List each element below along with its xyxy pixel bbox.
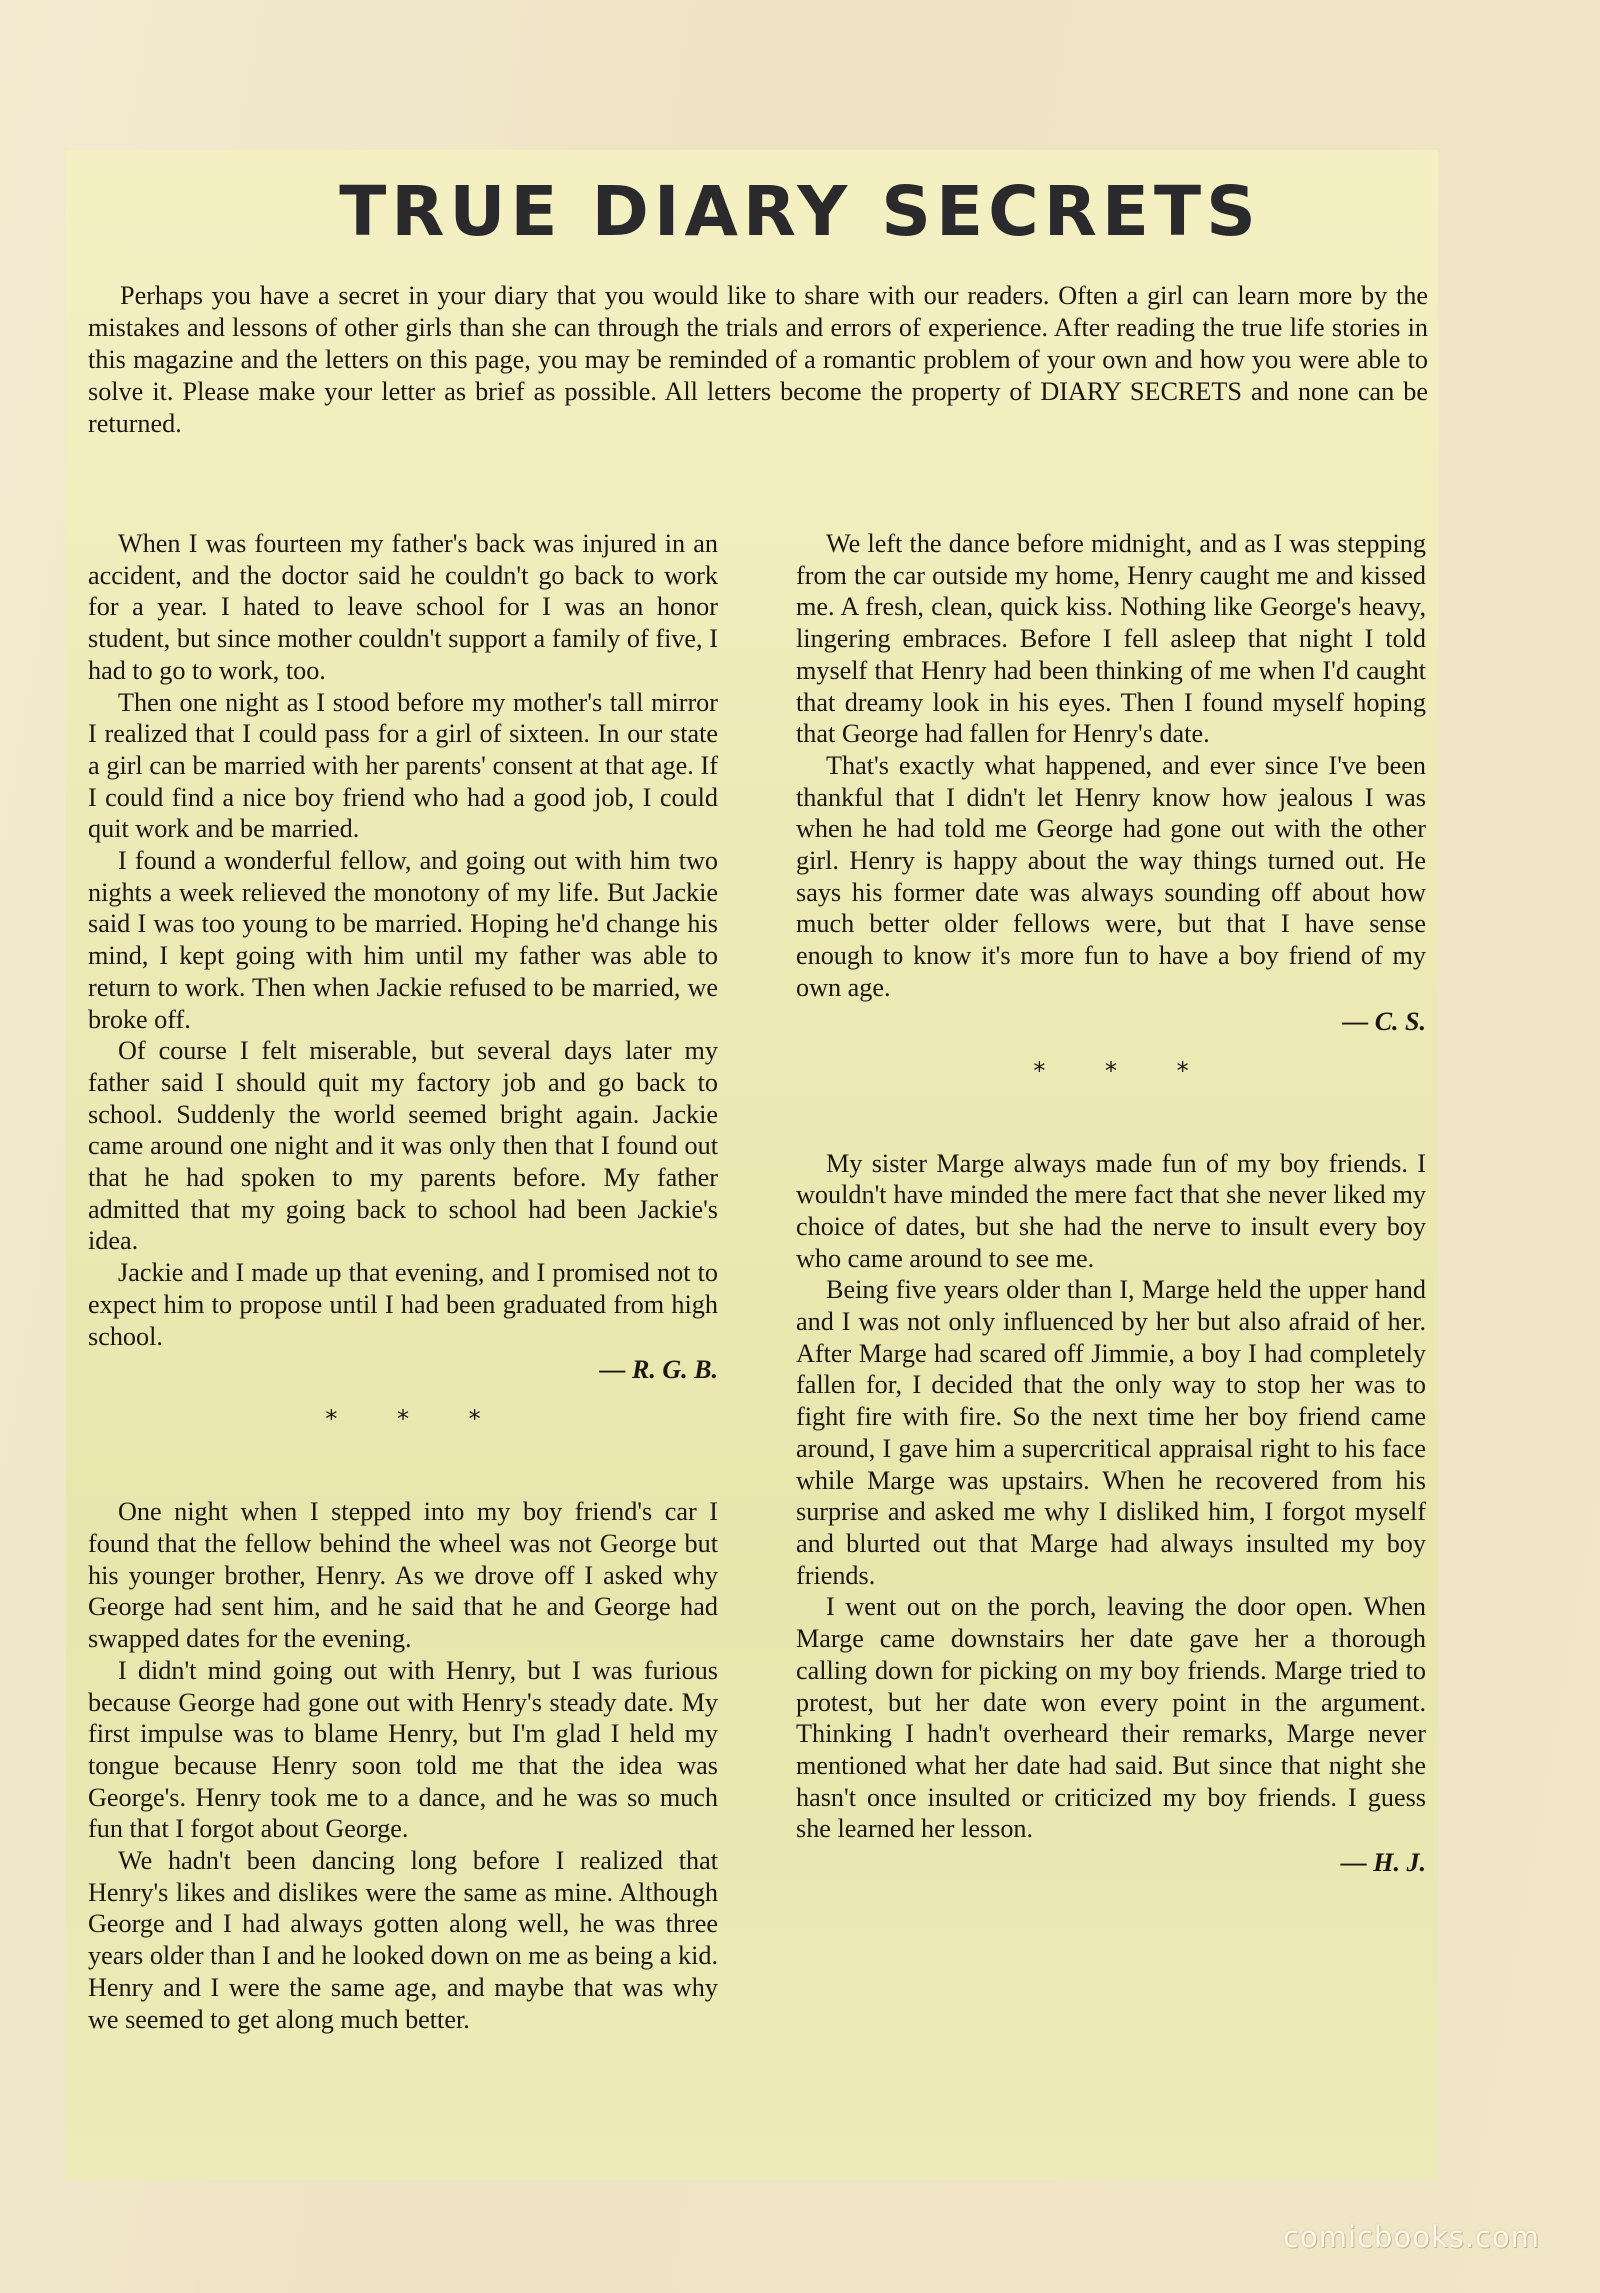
letter-cs-part-2 [796,528,1426,1038]
letter-signature: — R. G. B. [599,1355,718,1385]
right-column [796,528,1426,1879]
letter-paragraph: I went out on the porch, leaving the door open. When Marge came downstairs her date gave her a thorough calling down for picking on my boy friends. Marge tried to protest, but her date won every point in the argument. Thinking I hadn't overheard their remarks, Marge never mentioned what her date had said. But since that night she hasn't once insulted or criticized my boy friends. I guess she learned her lesson. [796,1592,1426,1844]
letter-paragraph: When I was fourteen my father's back was injured in an accident, and the doctor said he couldn't go back to work for a year. I hated to leave school for I was an honor student, but since mother couldn't support a family of five, I had to go to work, too. [88,529,718,685]
letter-paragraph: I didn't mind going out with Henry, but I was furious because George had gone out with Henry's steady date. My first impulse was to blame Henry, but I'm glad I held my tongue because Henry soon told me that the idea was George's. Henry took me to a dance, and he was so much fun that I forgot about George. [88,1655,718,1844]
letter-paragraph: I found a wonderful fellow, and going out with him two nights a week relieved the monotony of my life. But Jackie said I was too young to be married. Hoping he'd change his mind, I kept going with him until my father was able to return to work. Then when Jackie refused to be married, we broke off. [88,846,718,1034]
letter-paragraph: Then one night as I stood before my mother's tall mirror I realized that I could pass for a girl of sixteen. In our state a girl can be married with her parents' consent at that age. If I could find a nice boy friend who had a good job, I could quit work and be married. [88,687,718,844]
left-column [88,528,718,2035]
letter-signature: — H. J. [1340,1848,1426,1878]
page-title: TRUE DIARY SECRETS [339,172,1261,252]
letter-paragraph: Being five years older than I, Marge held the upper hand and I was not only influenced by her but also afraid of her. After Marge had scared off Jimmie, a boy I had completely fallen for, I decided that the only way to stop her was to fight fire with fire. So the next time her boy friend came around, I gave him a supercritical appraisal right to his face while Marge was upstairs. When he recovered from his surprise and asked me why I disliked him, I forgot myself and blurted out that Marge had always insulted my boy friends. [796,1275,1426,1590]
letter-paragraph: One night when I stepped into my boy friend's car I found that the fellow behind the wheel was not George but his younger brother, Henry. As we drove off I asked why George had sent him, and he said that he and George had swapped dates for the evening. [88,1497,718,1654]
intro-paragraph: Perhaps you have a secret in your diary that you would like to share with our readers. Often a girl can learn more by the mistakes and lessons of other girls than she can through the trials and errors of experience. After reading the true life stories in this magazine and the letters on this page, you may be reminded of a romantic problem of your own and how you were able to solve it. Please make your letter as brief as possible. All letters become the property of DIARY SECRETS and none can be returned. [88,281,1428,438]
letter-hj [796,1148,1426,1879]
letter-paragraph: Jackie and I made up that evening, and I promised not to expect him to propose until I had been graduated from high school. [88,1258,718,1351]
letter-rgb [88,528,718,1386]
letter-paragraph: That's exactly what happened, and ever since I've been thankful that I didn't let Henry know how jealous I was when he had told me George had gone out with the other girl. Henry is happy about the way things turned out. He says his former date was always sounding off about how much better older fellows were, but that I have sense enough to know it's more fun to have a boy friend of my own age. [796,750,1426,1002]
letter-cs-part-1 [88,1496,718,2035]
separator-asterisks: * * * [325,1405,507,1434]
letter-paragraph: My sister Marge always made fun of my boy friends. I wouldn't have minded the mere fact that she never liked my choice of dates, but she had the nerve to insult every boy who came around to see me. [796,1148,1426,1273]
letter-signature: — C. S. [1342,1006,1426,1036]
letter-paragraph: Of course I felt miserable, but several days later my father said I should quit my factory job and go back to school. Suddenly the world seemed bright again. Jackie came around one night and it was only then that I found out that he had spoken to my parents before. My father admitted that my going back to school had been Jackie's idea. [88,1036,718,1256]
separator-asterisks: * * * [1033,1056,1215,1085]
watermark: comicbooks.com [1283,2220,1540,2254]
letter-paragraph: We left the dance before midnight, and as I was stepping from the car outside my home, Henry caught me and kissed me. A fresh, clean, quick kiss. Nothing like George's heavy, lingering embraces. Before I fell asleep that night I told myself that Henry had been thinking of me when I'd caught that dreamy look in his eyes. Then I found myself hoping that George had fallen for Henry's date. [796,529,1426,749]
letter-paragraph: We hadn't been dancing long before I realized that Henry's likes and dislikes were the same as mine. Although George and I had always gotten along well, he was three years older than I and he looked down on me as being a kid. Henry and I were the same age, and maybe that was why we seemed to get along much better. [88,1846,718,2034]
